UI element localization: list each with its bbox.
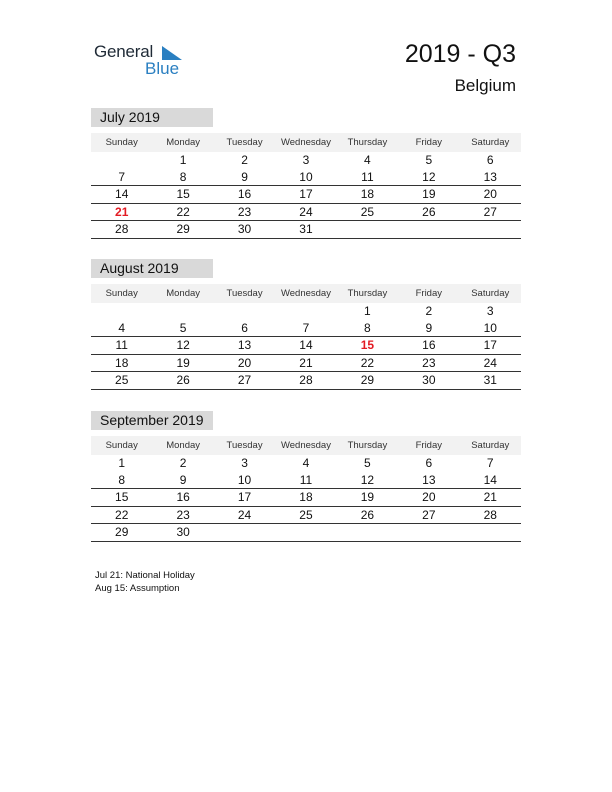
day-cell: 8 bbox=[179, 169, 187, 184]
day-cell: 21 bbox=[483, 490, 497, 504]
day-cell: 3 bbox=[241, 456, 248, 470]
day-cell: 30 bbox=[176, 525, 190, 539]
weekday-label: Friday bbox=[415, 137, 443, 148]
day-cell: 18 bbox=[299, 490, 313, 504]
week-row bbox=[91, 186, 521, 204]
day-cell: 25 bbox=[299, 507, 313, 522]
month-july bbox=[91, 108, 521, 239]
day-cell: 22 bbox=[176, 204, 190, 219]
day-cell: 6 bbox=[486, 153, 494, 167]
day-cell: 23 bbox=[176, 507, 190, 522]
empty-day-cell bbox=[398, 524, 459, 541]
weekday-header-row bbox=[91, 133, 521, 152]
day-cell: 8 bbox=[364, 320, 371, 335]
month-august bbox=[91, 259, 521, 390]
month-title: August 2019 bbox=[91, 259, 213, 278]
week-row bbox=[91, 455, 521, 472]
day-cell: 22 bbox=[115, 507, 129, 522]
day-cell: 24 bbox=[237, 507, 252, 522]
day-cell: 21 bbox=[115, 204, 129, 219]
weekday-header-row bbox=[91, 436, 521, 455]
weekday-label: Tuesday bbox=[226, 440, 263, 451]
empty-day-cell bbox=[275, 303, 336, 320]
weekday-label: Monday bbox=[166, 137, 201, 148]
day-cell: 8 bbox=[118, 472, 126, 487]
day-cell: 14 bbox=[299, 338, 313, 352]
day-cell: 1 bbox=[364, 304, 371, 318]
weekday-label: Saturday bbox=[471, 440, 510, 451]
day-cell: 4 bbox=[302, 456, 310, 470]
weekday-label: Sunday bbox=[105, 440, 138, 451]
day-cell: 14 bbox=[483, 472, 497, 487]
day-cell: 16 bbox=[176, 490, 190, 504]
weekday-label: Saturday bbox=[471, 137, 510, 148]
weekday-label: Monday bbox=[166, 288, 201, 299]
day-cell: 28 bbox=[115, 222, 129, 236]
week-row bbox=[91, 472, 521, 490]
week-row bbox=[91, 320, 521, 338]
empty-day-cell bbox=[91, 303, 152, 320]
weekday-label: Sunday bbox=[105, 288, 138, 299]
day-cell: 23 bbox=[237, 204, 252, 219]
day-cell: 30 bbox=[422, 373, 436, 387]
day-cell: 24 bbox=[483, 355, 497, 370]
weekday-label: Friday bbox=[415, 288, 443, 299]
day-cell: 17 bbox=[237, 490, 252, 504]
day-cell: 4 bbox=[118, 320, 126, 335]
day-cell: 26 bbox=[360, 507, 375, 522]
day-cell: 22 bbox=[360, 355, 375, 370]
day-cell: 6 bbox=[425, 456, 433, 470]
holiday-note: Aug 15: Assumption bbox=[95, 583, 180, 594]
day-cell: 25 bbox=[360, 204, 375, 219]
day-cell: 20 bbox=[483, 187, 497, 201]
day-cell: 15 bbox=[176, 187, 190, 201]
weekday-label: Wednesday bbox=[280, 288, 331, 299]
weekday-label: Sunday bbox=[105, 137, 138, 148]
empty-day-cell bbox=[275, 524, 336, 541]
day-cell: 25 bbox=[115, 373, 129, 387]
empty-day-cell bbox=[91, 152, 152, 169]
holiday-notes bbox=[95, 569, 195, 595]
day-cell: 11 bbox=[299, 472, 313, 487]
day-cell: 13 bbox=[422, 472, 436, 487]
week-row bbox=[91, 489, 521, 507]
day-cell: 7 bbox=[486, 456, 494, 470]
day-cell: 3 bbox=[486, 304, 494, 318]
empty-day-cell bbox=[214, 303, 275, 320]
day-cell: 19 bbox=[360, 490, 375, 504]
weekday-header-row bbox=[91, 284, 521, 303]
day-cell: 15 bbox=[360, 338, 375, 352]
weekday-label: Tuesday bbox=[226, 137, 263, 148]
week-row bbox=[91, 303, 521, 320]
week-row bbox=[91, 355, 521, 373]
day-cell: 31 bbox=[299, 222, 313, 236]
day-cell: 10 bbox=[483, 320, 497, 335]
empty-day-cell bbox=[214, 524, 275, 541]
day-cell: 5 bbox=[425, 153, 433, 167]
day-cell: 6 bbox=[241, 320, 248, 335]
empty-day-cell bbox=[152, 303, 213, 320]
day-cell: 17 bbox=[299, 187, 313, 201]
week-row bbox=[91, 221, 521, 239]
day-cell: 15 bbox=[115, 490, 129, 504]
day-cell: 2 bbox=[425, 304, 433, 318]
week-row bbox=[91, 524, 521, 542]
day-cell: 31 bbox=[483, 373, 497, 387]
day-cell: 7 bbox=[302, 320, 310, 335]
day-cell: 10 bbox=[237, 472, 252, 487]
weekday-label: Tuesday bbox=[226, 288, 263, 299]
month-title: July 2019 bbox=[91, 108, 213, 127]
empty-day-cell bbox=[337, 524, 398, 541]
day-cell: 28 bbox=[299, 373, 313, 387]
day-cell: 13 bbox=[237, 338, 252, 352]
day-cell: 27 bbox=[422, 507, 436, 522]
day-cell: 12 bbox=[360, 472, 375, 487]
day-cell: 1 bbox=[179, 153, 187, 167]
day-cell: 26 bbox=[176, 373, 190, 387]
week-row bbox=[91, 372, 521, 390]
day-cell: 27 bbox=[237, 373, 252, 387]
day-cell: 10 bbox=[299, 169, 313, 184]
day-cell: 2 bbox=[241, 153, 248, 167]
day-cell: 29 bbox=[176, 222, 190, 236]
week-row bbox=[91, 169, 521, 187]
day-cell: 5 bbox=[364, 456, 371, 470]
month-title: September 2019 bbox=[91, 411, 213, 430]
day-cell: 5 bbox=[179, 320, 187, 335]
day-cell: 16 bbox=[422, 338, 436, 352]
day-cell: 30 bbox=[237, 222, 252, 236]
day-cell: 1 bbox=[118, 456, 126, 470]
day-cell: 14 bbox=[115, 187, 129, 201]
day-cell: 18 bbox=[360, 187, 375, 201]
month-september bbox=[91, 411, 521, 542]
empty-day-cell bbox=[460, 524, 521, 541]
empty-day-cell bbox=[460, 221, 521, 238]
weekday-label: Thursday bbox=[347, 137, 388, 148]
weekday-label: Thursday bbox=[347, 440, 388, 451]
day-cell: 24 bbox=[299, 204, 313, 219]
day-cell: 19 bbox=[422, 187, 436, 201]
day-cell: 17 bbox=[483, 338, 497, 352]
day-cell: 3 bbox=[302, 153, 310, 167]
weekday-label: Monday bbox=[166, 440, 201, 451]
day-cell: 20 bbox=[422, 490, 436, 504]
week-row bbox=[91, 507, 521, 525]
empty-day-cell bbox=[337, 221, 398, 238]
weekday-label: Saturday bbox=[471, 288, 510, 299]
country-name: Belgium bbox=[454, 76, 516, 95]
weekday-label: Friday bbox=[415, 440, 443, 451]
generalblue-logo bbox=[94, 42, 194, 78]
day-cell: 27 bbox=[483, 204, 497, 219]
day-cell: 19 bbox=[176, 355, 190, 370]
week-row bbox=[91, 204, 521, 222]
day-cell: 9 bbox=[179, 472, 187, 487]
logo-triangle-icon bbox=[162, 46, 182, 60]
day-cell: 29 bbox=[360, 373, 375, 387]
day-cell: 20 bbox=[237, 355, 252, 370]
day-cell: 4 bbox=[364, 153, 371, 167]
day-cell: 13 bbox=[483, 169, 497, 184]
day-cell: 28 bbox=[483, 507, 497, 522]
day-cell: 7 bbox=[118, 169, 126, 184]
day-cell: 9 bbox=[425, 320, 433, 335]
holiday-note: Jul 21: National Holiday bbox=[95, 570, 195, 581]
day-cell: 23 bbox=[422, 355, 436, 370]
day-cell: 2 bbox=[179, 456, 187, 470]
week-row bbox=[91, 152, 521, 169]
day-cell: 9 bbox=[241, 169, 248, 184]
weekday-label: Wednesday bbox=[280, 137, 331, 148]
day-cell: 11 bbox=[361, 169, 374, 184]
day-cell: 11 bbox=[115, 338, 128, 352]
weekday-label: Wednesday bbox=[280, 440, 331, 451]
day-cell: 26 bbox=[422, 204, 436, 219]
page-title: 2019 - Q3 bbox=[404, 40, 516, 68]
day-cell: 16 bbox=[237, 187, 252, 201]
logo-text-general: General bbox=[94, 42, 154, 61]
empty-day-cell bbox=[398, 221, 459, 238]
day-cell: 18 bbox=[115, 355, 129, 370]
day-cell: 29 bbox=[115, 525, 129, 539]
day-cell: 12 bbox=[176, 338, 190, 352]
logo-text-blue: Blue bbox=[145, 59, 180, 78]
week-row bbox=[91, 337, 521, 355]
weekday-label: Thursday bbox=[347, 288, 388, 299]
day-cell: 21 bbox=[299, 355, 313, 370]
day-cell: 12 bbox=[422, 169, 436, 184]
